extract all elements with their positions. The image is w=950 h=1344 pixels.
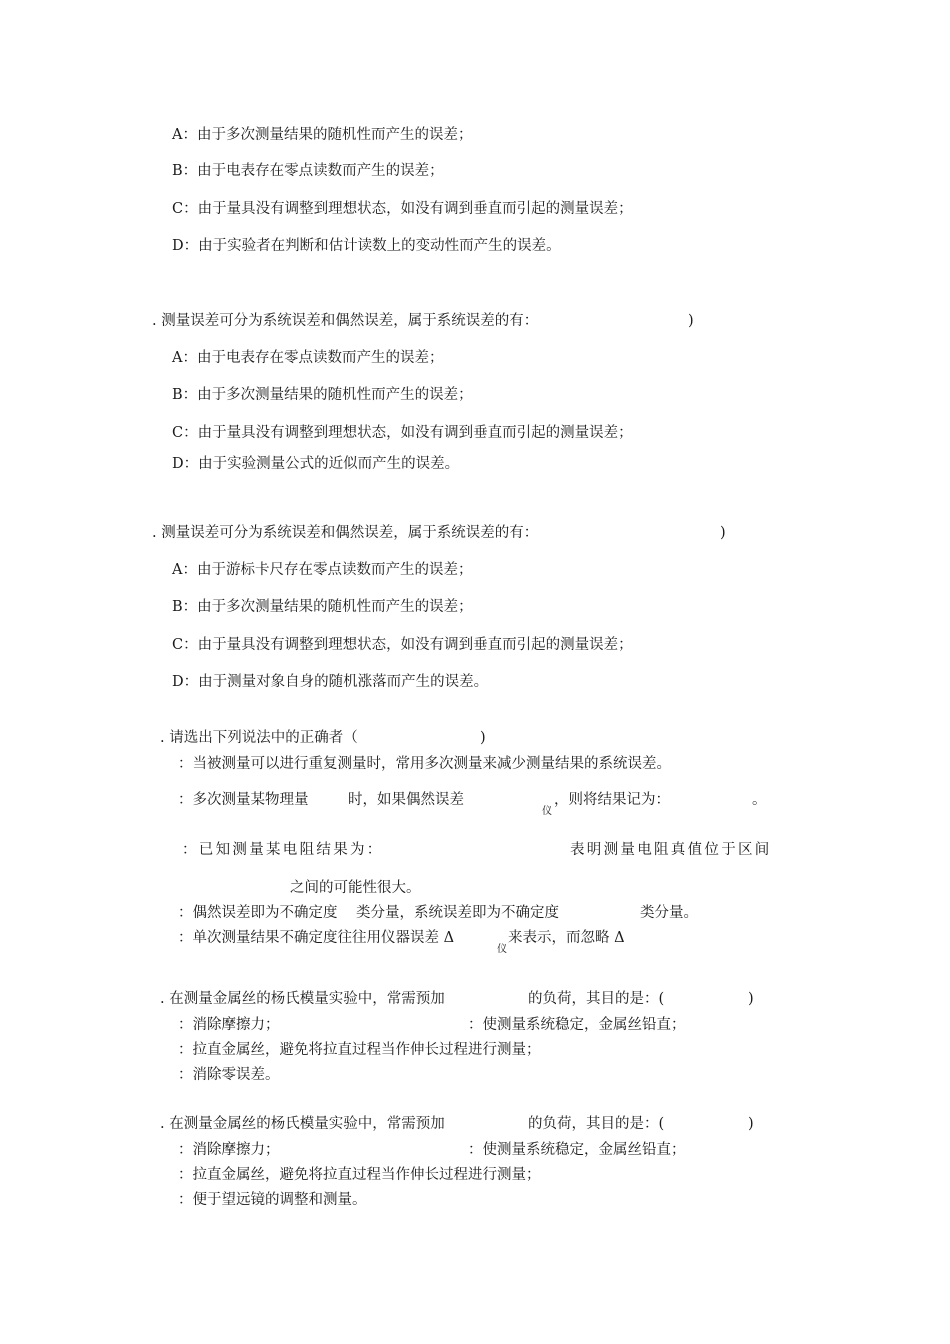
statement-4-end: 类分量。 — [640, 905, 698, 921]
option-b: ：使测量系统稳定，金属丝铅直； — [468, 1142, 686, 1158]
question-stem: . 在测量金属丝的杨氏模量实验中，常需预加 — [160, 1116, 445, 1132]
question-paren: ) — [748, 1116, 754, 1132]
option-b: B：由于多次测量结果的随机性而产生的误差； — [172, 599, 473, 615]
option-d: D：由于实验者在判断和估计读数上的变动性而产生的误差。 — [172, 238, 561, 254]
question-stem: . 在测量金属丝的杨氏模量实验中，常需预加 — [160, 991, 445, 1007]
statement-3-part: 表明测量电阻真值位于区间 — [570, 842, 772, 858]
option-c: C：由于量具没有调整到理想状态，如没有调到垂直而引起的测量误差； — [172, 637, 633, 653]
statement-2-part: 时，如果偶然误差 — [348, 792, 464, 808]
option-d: ：消除零误差。 — [178, 1067, 280, 1083]
statement-5-part: 来表示，而忽略 Δ — [508, 930, 625, 946]
option-b: ：使测量系统稳定，金属丝铅直； — [468, 1017, 686, 1033]
statement-2-end: 。 — [752, 792, 767, 808]
question-stem: . 测量误差可分为系统误差和偶然误差，属于系统误差的有： — [152, 525, 539, 541]
question-paren: ) — [480, 730, 486, 746]
question-stem-part: 的负荷，其目的是：( — [528, 991, 665, 1007]
option-a: A：由于游标卡尺存在零点读数而产生的误差； — [172, 562, 473, 578]
statement-4: ：偶然误差即为不确定度 — [178, 905, 338, 921]
option-b: B：由于多次测量结果的随机性而产生的误差； — [172, 387, 473, 403]
statement-4-part: 类分量，系统误差即为不确定度 — [356, 905, 559, 921]
subscript-instrument: 仪 — [497, 944, 507, 955]
statement-2: ：多次测量某物理量 — [178, 792, 309, 808]
question-paren: ) — [688, 313, 694, 329]
statement-5: ：单次测量结果不确定度往往用仪器误差 Δ — [178, 930, 455, 946]
option-d: D：由于实验测量公式的近似而产生的误差。 — [172, 456, 460, 472]
question-stem: . 请选出下列说法中的正确者（ — [160, 730, 358, 746]
option-a: A：由于多次测量结果的随机性而产生的误差； — [172, 127, 473, 143]
option-b: B：由于电表存在零点读数而产生的误差； — [172, 163, 444, 179]
option-c: ：拉直金属丝，避免将拉直过程当作伸长过程进行测量； — [178, 1167, 541, 1183]
statement-2-part: ，则将结果记为： — [554, 792, 670, 808]
option-c: C：由于量具没有调整到理想状态，如没有调到垂直而引起的测量误差； — [172, 201, 633, 217]
statement-1: ：当被测量可以进行重复测量时，常用多次测量来减少测量结果的系统误差。 — [178, 756, 671, 772]
option-a: ：消除摩擦力； — [178, 1017, 280, 1033]
question-stem: . 测量误差可分为系统误差和偶然误差，属于系统误差的有： — [152, 313, 539, 329]
option-d: ：便于望远镜的调整和测量。 — [178, 1192, 367, 1208]
question-paren: ) — [748, 991, 754, 1007]
option-a: A：由于电表存在零点读数而产生的误差； — [172, 350, 444, 366]
subscript-instrument: 仪 — [542, 806, 552, 817]
option-d: D：由于测量对象自身的随机涨落而产生的误差。 — [172, 674, 489, 690]
statement-3-end: 之间的可能性很大。 — [290, 880, 421, 896]
question-stem-part: 的负荷，其目的是：( — [528, 1116, 665, 1132]
option-c: C：由于量具没有调整到理想状态，如没有调到垂直而引起的测量误差； — [172, 425, 633, 441]
question-paren: ) — [720, 525, 726, 541]
statement-3: ：已知测量某电阻结果为： — [182, 842, 384, 858]
option-c: ：拉直金属丝，避免将拉直过程当作伸长过程进行测量； — [178, 1042, 541, 1058]
option-a: ：消除摩擦力； — [178, 1142, 280, 1158]
